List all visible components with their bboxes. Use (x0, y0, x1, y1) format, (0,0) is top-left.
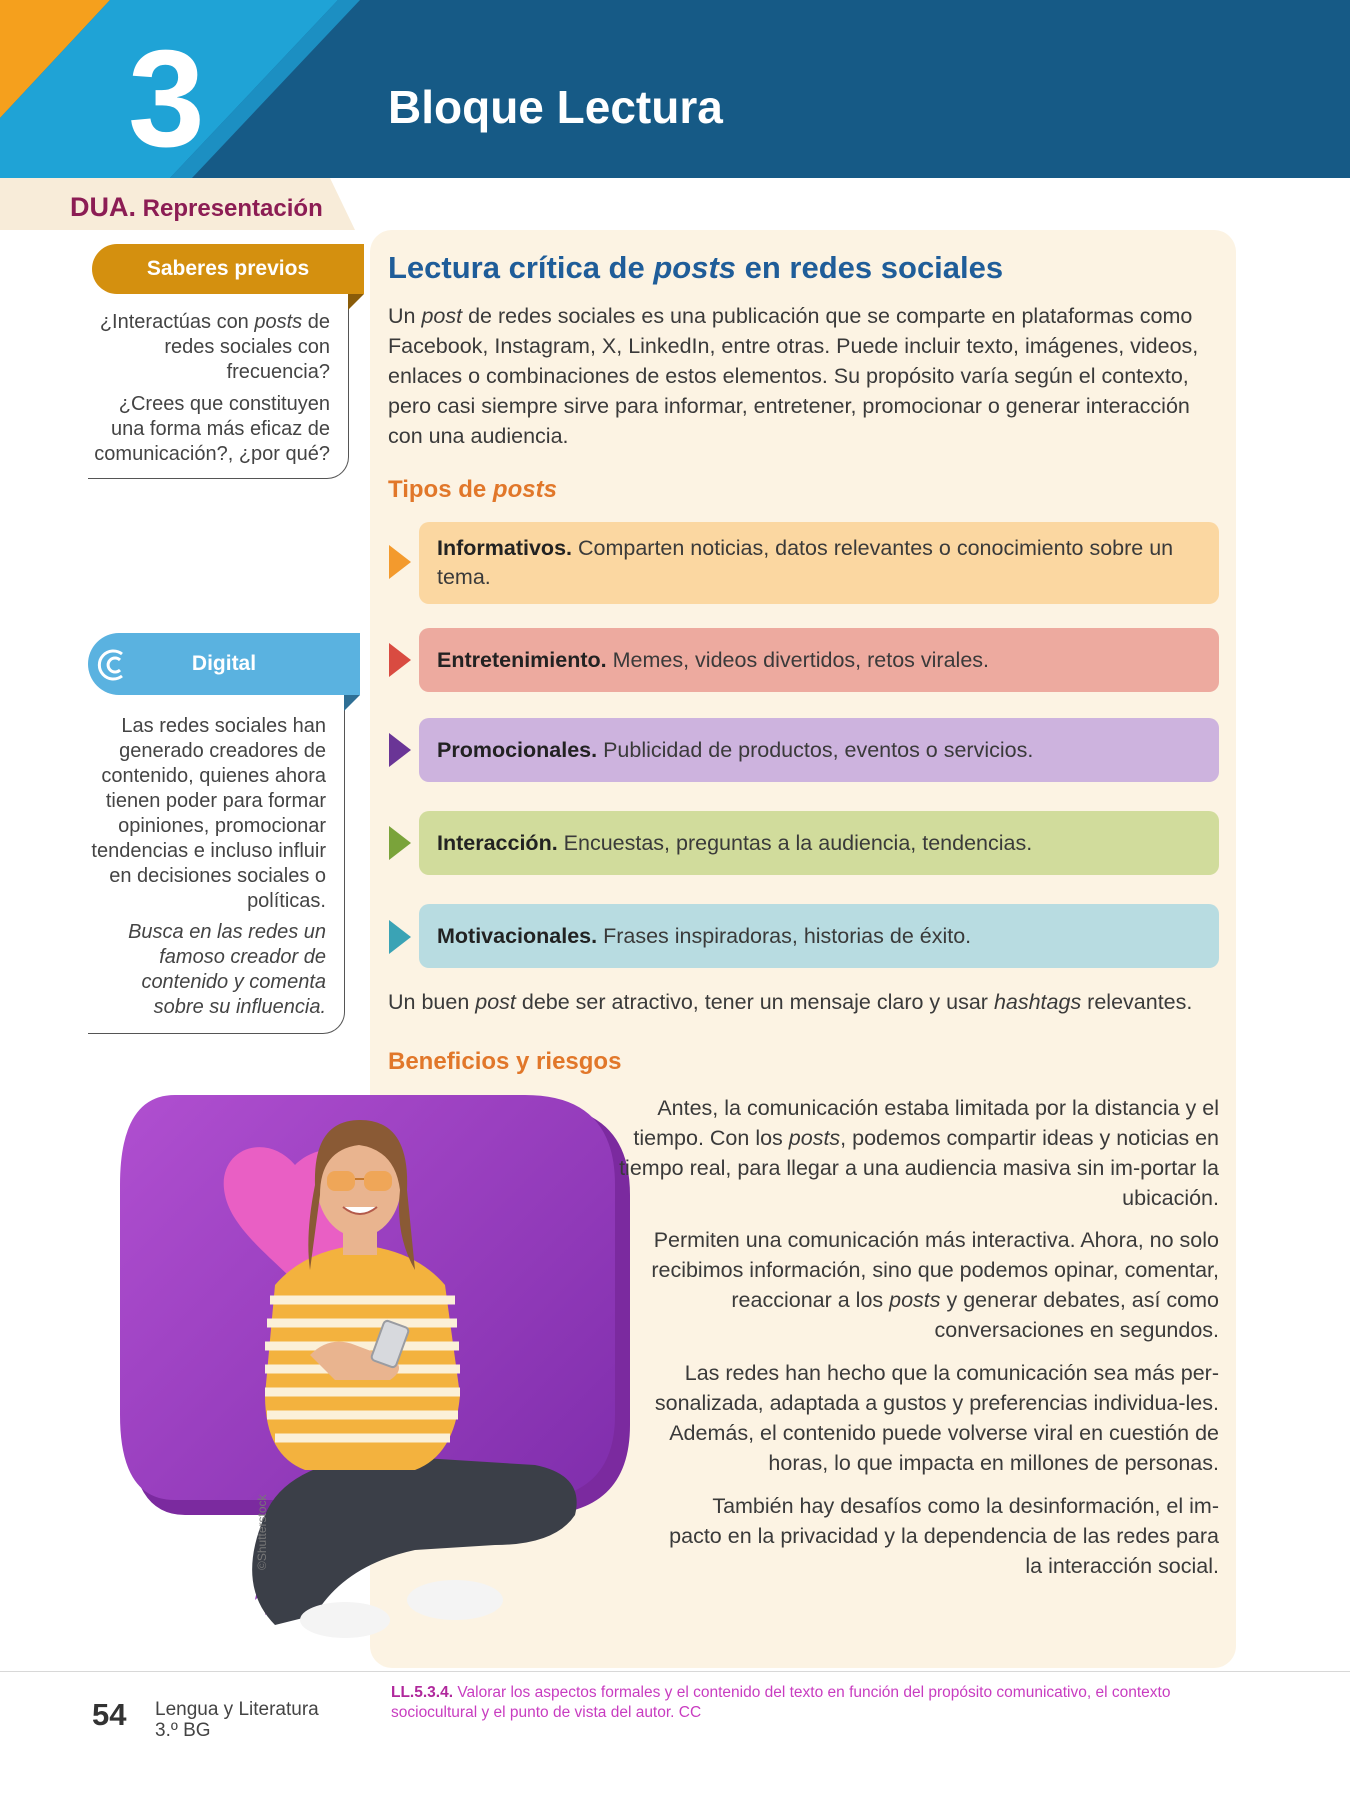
closing-em1: post (475, 990, 516, 1014)
benefit1-a: Antes, la comunicación estaba limitada por la distancia y el tiempo. Con los (633, 1096, 1219, 1150)
type-text (437, 922, 971, 951)
tipos-em: posts (492, 476, 557, 503)
benefit1-b: , podemos compartir ideas y noticias en tiempo real, para llegar a una audiencia masiva sin im-portar la ubicación. (619, 1126, 1219, 1210)
intro-paragraph (388, 301, 1220, 451)
type-text (437, 829, 1032, 858)
benefit-paragraph-3: Las redes han hecho que la comunicación sea más per-sonalizada, adaptada a gustos y preferencias individua-les. Además, el contenido puede volverse viral en cuestión de horas, lo que impacta en millones de personas. (654, 1361, 1219, 1475)
q1-post: de redes sociales con frecuencia? (164, 311, 330, 383)
footer-divider (0, 1671, 1350, 1672)
photo-credit: ©Shutterstock (255, 1494, 269, 1570)
benefit-paragraph-2 (640, 1225, 1219, 1345)
digital-fold (344, 695, 360, 711)
type-name: Informativos. (437, 536, 572, 560)
type-text (437, 646, 989, 675)
benefit2-b: y generar debates, así como conversaciones en segundos. (934, 1288, 1219, 1342)
standard-code: LL.5.3.4. (391, 1684, 454, 1701)
type-arrow-interaccion (389, 826, 411, 860)
closing-em2: hashtags (993, 990, 1082, 1014)
dua-label (70, 192, 323, 223)
grade: 3.º BG (155, 1720, 211, 1741)
type-name: Entretenimiento. (437, 647, 607, 672)
digital-title: Digital (88, 633, 360, 695)
title-post: en redes sociales (736, 250, 1004, 285)
q1-em: posts (254, 311, 303, 333)
tipos-pre: Tipos de (388, 476, 493, 503)
dua-text: Representación (142, 195, 323, 222)
benefit2-a: Permiten una comunicación más interactiva. Ahora, no solo recibimos información, sino que podemos opinar, comentar, reaccionar a los (651, 1228, 1219, 1312)
type-name: Interacción. (437, 830, 558, 855)
type-text (437, 534, 1201, 592)
page-number: 54 (92, 1697, 127, 1732)
type-arrow-promocionales (389, 733, 411, 767)
type-text (437, 736, 1033, 765)
closing-c: relevantes. (1081, 990, 1193, 1014)
subject-name: Lengua y Literatura (155, 1699, 319, 1720)
saberes-fold (348, 294, 364, 310)
subject-label (155, 1699, 319, 1741)
intro-post: de redes sociales es una publicación que se comparte en plataformas como Facebook, Instagram, X, LinkedIn, entre otras. Puede incluir texto, imágenes, videos, enlaces o combinaciones de estos elementos. Su propósito varía según el contexto, pero casi siempre sirve para informar, entretener, promocionar o generar interacción con una audiencia. (388, 304, 1199, 448)
dua-strong: DUA. (70, 192, 136, 222)
type-name: Motivacionales. (437, 923, 598, 948)
benefit2-em: posts (889, 1288, 941, 1312)
closing-b: debe ser atractivo, tener un mensaje claro y usar (515, 990, 994, 1014)
type-desc: Encuestas, preguntas a la audiencia, tendencias. (557, 830, 1033, 855)
curriculum-standard (391, 1683, 1231, 1723)
saberes-question-1 (96, 310, 330, 385)
beneficios-heading: Beneficios y riesgos (388, 1048, 622, 1075)
type-card-informativos (419, 522, 1219, 604)
closing-a: Un buen (388, 990, 476, 1014)
type-name: Promocionales. (437, 737, 598, 762)
digital-prompt: Busca en las redes un famoso creador de contenido y comenta sobre su influencia. (128, 921, 326, 1018)
type-card-interaccion (419, 811, 1219, 875)
type-desc: Memes, videos divertidos, retos virales. (606, 647, 990, 672)
type-arrow-motivacionales (389, 920, 411, 954)
article-title (388, 250, 1003, 286)
benefit-paragraph-4: También hay desafíos como la desinformación, el im-pacto en la privacidad y la dependencia de las redes para la interacción social. (669, 1494, 1219, 1578)
tipos-heading (388, 476, 557, 504)
type-card-entretenimiento (419, 628, 1219, 692)
type-arrow-informativos (389, 545, 411, 579)
digital-icon (94, 646, 132, 684)
digital-text: Las redes sociales han generado creadores de contenido, quienes ahora tienen poder para formar opiniones, promocionar tendencias e incluso influir en decisiones sociales o políticas. (91, 715, 326, 912)
block-number: 3 (128, 22, 205, 176)
type-card-promocionales (419, 718, 1219, 782)
type-desc: Comparten noticias, datos relevantes o conocimiento sobre un tema. (437, 536, 1174, 589)
type-card-motivacionales (419, 904, 1219, 968)
intro-pre: Un (388, 304, 422, 328)
q1-pre: ¿Interactúas con (99, 311, 255, 333)
title-em: posts (653, 250, 737, 285)
closing-sentence (388, 990, 1192, 1015)
type-arrow-entretenimiento (389, 643, 411, 677)
saberes-previos-title: Saberes previos (92, 244, 364, 294)
standard-text: Valorar los aspectos formales y el contenido del texto en función del propósito comunicativo, el contexto sociocultural y el punto de vista del autor. CC (391, 1684, 1171, 1721)
benefit1-em: posts (788, 1126, 841, 1150)
type-desc: Publicidad de productos, eventos o servicios. (597, 737, 1034, 762)
saberes-question-2: ¿Crees que constituyen una forma más eficaz de comunicación?, ¿por qué? (94, 393, 330, 465)
type-desc: Frases inspiradoras, historias de éxito. (597, 923, 972, 948)
title-pre: Lectura crítica de (388, 250, 654, 285)
benefit-paragraph-1 (600, 1093, 1219, 1213)
block-title: Bloque Lectura (388, 81, 723, 133)
intro-em: post (421, 304, 463, 328)
